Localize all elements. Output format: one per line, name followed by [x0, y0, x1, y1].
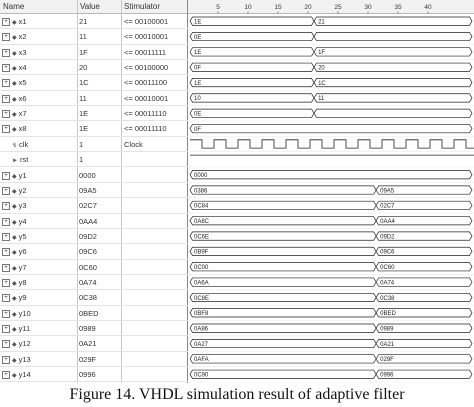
bus-segment-shape	[190, 339, 376, 347]
signal-row[interactable]	[0, 45, 188, 60]
expand-toggle-icon[interactable]: +	[2, 110, 10, 118]
signal-stimulator	[124, 306, 186, 322]
bus-signal-icon: ◆	[12, 250, 17, 257]
signal-name	[2, 75, 74, 91]
expand-toggle-icon[interactable]: +	[2, 202, 10, 210]
bus-signal-icon: ◆	[12, 357, 17, 364]
bus-waveform-segment	[190, 78, 314, 86]
bus-segment-shape	[314, 17, 472, 25]
bus-segment-label: 0A6A	[194, 280, 209, 287]
expand-toggle-icon[interactable]: +	[2, 95, 10, 103]
bus-waveform-segment	[190, 278, 376, 286]
timeline-tick-label: 15	[274, 4, 282, 11]
signal-row[interactable]	[0, 29, 188, 44]
signal-row[interactable]	[0, 91, 188, 106]
bus-segment-shape	[190, 171, 472, 179]
signal-row[interactable]	[0, 352, 188, 367]
bus-segment-label: 0C84	[194, 203, 209, 210]
signal-name-label: y13	[18, 354, 31, 364]
bus-signal-icon: ◆	[12, 234, 17, 241]
bus-waveform-segment	[190, 324, 376, 332]
bus-segment-shape	[190, 63, 314, 71]
signal-name	[2, 321, 74, 337]
signal-value: 1	[79, 155, 84, 165]
bus-signal-icon: ◆	[12, 373, 17, 380]
bus-waveform-segment	[190, 186, 376, 194]
signal-name-label: y5	[18, 231, 27, 241]
bus-waveform-segment	[190, 94, 314, 102]
bus-segment-label: 0A21	[380, 341, 395, 348]
signal-name	[2, 352, 74, 368]
signal-name-label: y14	[18, 370, 31, 380]
signal-stimulator: <= 00011110	[124, 109, 167, 119]
signal-stimulator: <= 00010001	[124, 32, 169, 42]
signal-value: 0989	[79, 324, 96, 333]
signal-value: 0C60	[79, 262, 97, 272]
bus-segment-label: 0A8C	[194, 219, 210, 226]
bus-segment-label: 0B9F	[194, 249, 209, 256]
bus-segment-shape	[190, 370, 376, 378]
bus-signal-icon: ◆	[12, 188, 17, 195]
bus-segment-shape	[190, 17, 314, 25]
signal-stimulator	[124, 198, 186, 214]
bus-signal-icon: ◆	[12, 127, 17, 134]
bus-waveform-segment	[376, 355, 472, 363]
signal-name	[2, 45, 74, 61]
signal-value: 0BED	[79, 308, 99, 318]
bus-waveform-segment	[376, 339, 472, 347]
signal-stimulator: <= 00011110	[124, 124, 167, 134]
signal-name	[2, 244, 74, 260]
bus-segment-label: 0C00	[194, 265, 209, 272]
bus-segment-shape	[190, 324, 376, 332]
signal-name-label: y1	[18, 170, 27, 180]
signal-stimulator	[124, 382, 186, 383]
bus-waveform-segment	[376, 370, 472, 378]
signal-value: 0C38	[79, 293, 97, 303]
bus-segment-shape	[314, 94, 472, 102]
bus-segment-shape	[190, 94, 314, 102]
signal-value: 1E	[79, 124, 89, 134]
bus-segment-shape	[190, 124, 472, 132]
bus-segment-shape	[190, 247, 376, 255]
expand-toggle-icon[interactable]: +	[2, 310, 10, 318]
signal-name	[2, 29, 74, 45]
bus-signal-icon: ◆	[12, 327, 17, 333]
clock-signal-icon: ↯	[12, 142, 18, 149]
bus-segment-label: 1E	[194, 19, 202, 26]
bus-segment-shape	[314, 63, 472, 71]
expand-toggle-icon[interactable]: +	[2, 64, 10, 72]
bus-waveform-segment	[190, 109, 314, 117]
bus-segment-label: 0A27	[194, 341, 209, 348]
signal-name	[2, 152, 74, 168]
bus-waveform-segment	[190, 263, 376, 271]
signal-name	[2, 260, 74, 276]
timeline-tick-label: 5	[216, 4, 220, 11]
bus-waveform-segment	[314, 109, 472, 117]
signal-value: 09C6	[79, 247, 97, 257]
signal-name	[2, 14, 74, 30]
signal-stimulator: <= 00100001	[124, 17, 169, 26]
bus-segment-label: 029F	[380, 357, 394, 364]
signal-name-label: y7	[18, 262, 27, 272]
signal-name-label: x1	[18, 17, 27, 26]
signal-stimulator: Clock	[124, 139, 143, 149]
bus-segment-label: 0F	[194, 65, 202, 72]
expand-toggle-icon[interactable]: +	[2, 294, 10, 302]
bus-segment-label: 0C38	[380, 295, 395, 302]
signal-name-label: clk	[19, 139, 29, 149]
figure-caption: Figure 14. VHDL simulation result of adaptive filter	[69, 386, 405, 403]
signal-row[interactable]	[0, 106, 188, 121]
clock-waveform	[190, 140, 474, 148]
bus-signal-icon: ◆	[12, 280, 17, 287]
signal-value: 0000	[79, 170, 96, 180]
bus-waveform-segment	[376, 293, 472, 301]
bus-segment-shape	[190, 309, 376, 317]
bus-segment-label: 20	[318, 65, 325, 72]
signal-value: 20	[79, 63, 88, 73]
bus-waveform-segment	[190, 17, 314, 25]
bus-waveform-segment	[314, 32, 472, 40]
signal-name-label: y8	[18, 277, 27, 287]
bus-segment-shape	[190, 186, 376, 194]
bus-segment-label: 0BF8	[194, 311, 209, 318]
signal-value: 11	[79, 32, 87, 42]
signal-stimulator	[124, 352, 186, 368]
signal-value: 21	[79, 17, 88, 26]
bus-waveform-segment	[376, 201, 472, 209]
bus-segment-shape	[190, 278, 376, 286]
signal-name-label: x7	[18, 109, 27, 119]
bus-waveform-segment	[376, 263, 472, 271]
signal-name-label: x8	[18, 124, 27, 134]
bus-waveform-segment	[314, 63, 472, 71]
bus-segment-label: 02C7	[380, 203, 395, 210]
bus-segment-label: 09C6	[380, 249, 395, 256]
expand-toggle-icon[interactable]: +	[2, 356, 10, 364]
signal-value: 0996	[79, 370, 96, 380]
signal-value: 1C	[79, 78, 89, 88]
signal-name-label: y11	[18, 324, 31, 333]
bus-waveform-segment	[314, 48, 472, 56]
bus-segment-label: 0E	[194, 111, 202, 118]
bus-segment-label: 1C	[318, 80, 326, 87]
bus-segment-shape	[190, 201, 376, 209]
signal-name-label: x4	[18, 63, 27, 73]
bus-signal-icon: ◆	[12, 173, 17, 180]
bus-segment-shape	[190, 48, 314, 56]
signal-stimulator: <= 00011100	[124, 78, 168, 88]
bus-segment-label: 0386	[194, 188, 208, 195]
bus-waveform-segment	[190, 370, 376, 378]
signal-name	[2, 306, 74, 322]
expand-toggle-icon[interactable]: +	[2, 172, 10, 180]
expand-toggle-icon[interactable]: +	[2, 218, 10, 226]
column-header-value[interactable]: Value	[77, 0, 121, 14]
signal-row[interactable]	[0, 183, 188, 198]
bus-segment-label: 0C60	[380, 265, 395, 272]
signal-row[interactable]	[0, 152, 188, 167]
bus-signal-icon: ◆	[12, 265, 17, 272]
bus-signal-icon: ◆	[12, 204, 17, 211]
bus-signal-icon: ◆	[12, 219, 17, 226]
signal-row[interactable]	[0, 275, 188, 290]
signal-name-label: x6	[18, 93, 27, 103]
signal-stimulator: <= 00010001	[124, 93, 169, 103]
signal-row[interactable]	[0, 260, 188, 275]
expand-toggle-icon[interactable]: +	[2, 279, 10, 287]
signal-name	[2, 121, 74, 137]
signal-row[interactable]	[0, 137, 188, 152]
column-header-stimulator[interactable]: Stimulator	[121, 0, 188, 14]
expand-toggle-icon[interactable]: +	[2, 371, 10, 379]
bus-waveform-segment	[190, 232, 376, 240]
bus-signal-icon: ◆	[12, 311, 17, 318]
bus-signal-icon: ◆	[12, 112, 17, 119]
signal-stimulator	[124, 275, 186, 291]
signal-row[interactable]	[0, 306, 188, 321]
bus-segment-label: 10	[194, 96, 201, 103]
signal-row[interactable]	[0, 168, 188, 183]
expand-toggle-icon[interactable]: +	[2, 125, 10, 133]
expand-toggle-icon[interactable]: +	[2, 18, 10, 26]
signal-row[interactable]	[0, 244, 188, 259]
bus-segment-shape	[190, 217, 376, 225]
bus-segment-label: 0AFA	[194, 357, 209, 364]
signal-row[interactable]	[0, 382, 188, 383]
bus-signal-icon: ◆	[12, 66, 17, 73]
signal-stimulator	[124, 229, 186, 245]
bus-waveform-segment	[190, 247, 376, 255]
bus-segment-label: 09D2	[380, 234, 395, 241]
signal-name-label: y9	[18, 293, 27, 303]
signal-value	[79, 382, 121, 383]
signal-value: 1E	[79, 109, 89, 119]
signal-stimulator	[124, 290, 186, 306]
bus-waveform-segment	[190, 201, 376, 209]
bus-waveform-segment	[190, 309, 376, 317]
signal-name	[2, 106, 74, 122]
timeline-tick-label: 10	[244, 4, 252, 11]
bus-segment-label: 0BED	[380, 311, 396, 318]
bus-waveform-segment	[376, 247, 472, 255]
bus-segment-label: 1E	[194, 80, 202, 87]
timeline-tick-label: 30	[364, 4, 372, 11]
bus-signal-icon: ◆	[12, 342, 17, 349]
bus-segment-shape	[314, 48, 472, 56]
signal-name-label: y10	[18, 308, 31, 318]
input-signal-icon: ►	[12, 158, 18, 165]
bus-segment-shape	[314, 78, 472, 86]
signal-name	[2, 168, 74, 184]
bus-segment-label: 0989	[380, 326, 394, 333]
bus-segment-label: 0AA4	[380, 219, 395, 226]
bus-waveform-segment	[190, 32, 314, 40]
signal-value: 1	[79, 139, 84, 149]
bus-waveform-segment	[190, 339, 376, 347]
signal-row[interactable]	[0, 75, 188, 90]
expand-toggle-icon[interactable]: +	[2, 187, 10, 195]
signal-name	[2, 137, 74, 153]
signal-row[interactable]	[0, 14, 188, 29]
bus-segment-label: 1E	[194, 50, 202, 57]
signal-stimulator: <= 00100000	[124, 63, 169, 73]
bus-segment-shape	[190, 32, 314, 40]
bus-waveform-segment	[190, 355, 376, 363]
expand-toggle-icon[interactable]: +	[2, 325, 10, 333]
bus-segment-shape	[190, 293, 376, 301]
signal-stimulator	[124, 336, 186, 352]
bus-segment-label: 09A5	[380, 188, 395, 195]
signal-name	[2, 382, 74, 383]
signal-name-label: y6	[18, 247, 27, 257]
expand-toggle-icon[interactable]: +	[2, 264, 10, 272]
bus-waveform-segment	[190, 293, 376, 301]
signal-value: 09D2	[79, 231, 97, 241]
bus-waveform-segment	[376, 186, 472, 194]
bus-segment-shape	[190, 232, 376, 240]
bus-segment-shape	[190, 355, 376, 363]
signal-name	[2, 214, 74, 230]
bus-waveform-segment	[314, 78, 472, 86]
signal-name-label: y3	[18, 201, 27, 211]
signal-name	[2, 91, 74, 107]
signal-value: 0AA4	[79, 216, 98, 226]
signal-stimulator	[124, 168, 186, 184]
signal-stimulator	[124, 183, 186, 199]
signal-stimulator: <= 00011111	[124, 47, 166, 57]
signal-value: 1F	[79, 47, 88, 57]
bus-segment-shape	[314, 32, 472, 40]
expand-toggle-icon[interactable]: +	[2, 49, 10, 57]
signal-row[interactable]	[0, 336, 188, 351]
bus-waveform-segment	[376, 324, 472, 332]
bus-signal-icon: ◆	[12, 296, 17, 303]
signal-stimulator	[124, 367, 186, 383]
bus-waveform-segment	[190, 48, 314, 56]
expand-toggle-icon[interactable]: +	[2, 233, 10, 241]
signal-name	[2, 275, 74, 291]
expand-toggle-icon[interactable]: +	[2, 340, 10, 348]
signal-stimulator	[124, 321, 186, 337]
bus-segment-label: 0C8E	[194, 295, 210, 302]
bus-segment-shape	[190, 109, 314, 117]
signal-name-label: y4	[18, 216, 27, 226]
signal-value: 09A5	[79, 185, 97, 195]
signal-name-label: y2	[18, 185, 27, 195]
signal-name	[2, 198, 74, 214]
column-header-name[interactable]: Name	[0, 0, 77, 14]
bus-segment-label: 1F	[318, 50, 326, 57]
signal-row[interactable]	[0, 214, 188, 229]
bus-waveform-segment	[314, 17, 472, 25]
signal-stimulator	[124, 152, 186, 168]
bus-segment-label: 0996	[380, 372, 394, 379]
timeline-tick-label: 35	[394, 4, 402, 11]
signal-name	[2, 367, 74, 383]
bus-waveform-segment	[376, 217, 472, 225]
bus-segment-label: 21	[318, 19, 325, 26]
timeline-tick-label: 20	[304, 4, 312, 11]
bus-waveform-segment	[376, 278, 472, 286]
bus-signal-icon: ◆	[12, 81, 17, 88]
signal-row[interactable]	[0, 321, 188, 336]
bus-waveform-segment	[314, 94, 472, 102]
signal-name-label: x5	[18, 78, 27, 88]
signal-value: 0A74	[79, 277, 97, 287]
expand-toggle-icon[interactable]: +	[2, 33, 10, 41]
bus-signal-icon: ◆	[12, 35, 17, 42]
bus-waveform-segment	[190, 171, 472, 179]
bus-segment-shape	[190, 263, 376, 271]
expand-toggle-icon[interactable]: +	[2, 248, 10, 256]
signal-row[interactable]	[0, 121, 188, 136]
signal-name-label: x3	[18, 47, 27, 57]
bus-waveform-segment	[190, 63, 314, 71]
signal-name-label: rst	[19, 155, 29, 165]
bus-segment-label: 0F	[194, 126, 202, 133]
signal-row[interactable]	[0, 367, 188, 382]
bus-segment-shape	[190, 78, 314, 86]
bus-signal-icon: ◆	[12, 50, 17, 57]
bus-segment-label: 0A86	[194, 326, 209, 333]
bus-segment-label: 0A74	[380, 280, 395, 287]
signal-name	[2, 183, 74, 199]
expand-toggle-icon[interactable]: +	[2, 79, 10, 87]
signal-row[interactable]	[0, 60, 188, 75]
signal-name-label: x2	[18, 32, 27, 42]
bus-signal-icon: ◆	[12, 96, 17, 103]
signal-row[interactable]	[0, 198, 188, 213]
signal-name	[2, 336, 74, 352]
signal-name	[2, 290, 74, 306]
signal-value: 029F	[79, 354, 97, 364]
signal-name	[2, 60, 74, 76]
bus-signal-icon: ◆	[12, 20, 17, 26]
bus-segment-label: 11	[318, 96, 325, 103]
bus-segment-label: 0C90	[194, 372, 209, 379]
bus-segment-label: 0C6E	[194, 234, 210, 241]
signal-value: 02C7	[79, 201, 97, 211]
bus-segment-label: 0E	[194, 34, 202, 41]
signal-row[interactable]	[0, 290, 188, 305]
signal-stimulator	[124, 244, 186, 260]
bus-waveform-segment	[376, 309, 472, 317]
timeline-tick-label: 25	[334, 4, 342, 11]
bus-waveform-segment	[190, 217, 376, 225]
signal-value: 11	[79, 93, 87, 103]
bus-waveform-segment	[376, 232, 472, 240]
bus-segment-label: 0000	[194, 172, 208, 179]
signal-stimulator	[124, 260, 186, 276]
signal-row[interactable]	[0, 229, 188, 244]
bus-segment-shape	[314, 109, 472, 117]
bus-waveform-segment	[190, 124, 472, 132]
timeline-tick-label: 40	[424, 4, 432, 11]
signal-stimulator	[124, 214, 186, 230]
signal-value: 0A21	[79, 339, 97, 349]
waveform-area	[188, 0, 474, 383]
signal-name	[2, 229, 74, 245]
signal-name-label: y12	[18, 339, 31, 349]
